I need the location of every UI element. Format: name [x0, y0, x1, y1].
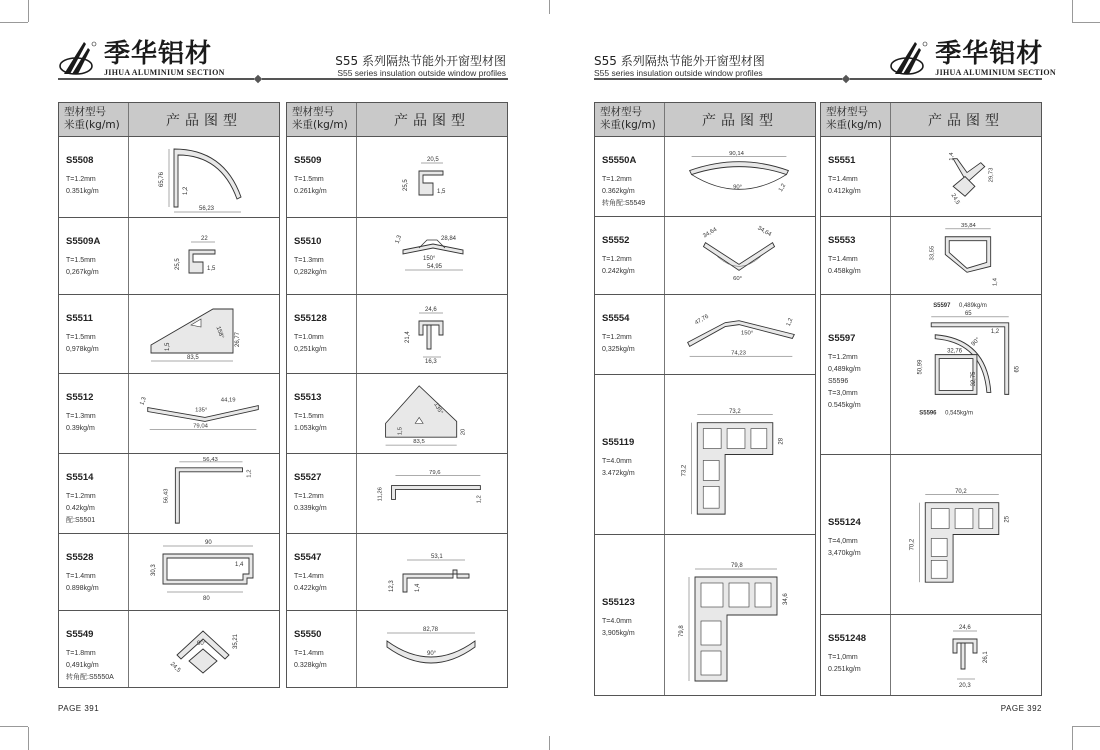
dim-label: 90,14 [729, 150, 744, 157]
dim-label: 1,5 [165, 342, 171, 351]
dim-label: 1,2 [246, 469, 253, 478]
title-en: S55 series insulation outside window profiles [337, 68, 506, 78]
profile-drawing [357, 295, 507, 373]
profile-spec: 0.339kg/m [294, 505, 327, 512]
dim-label: 1,4 [235, 562, 244, 568]
profile-drawing [357, 534, 507, 610]
profile-spec: 0.362kg/m [602, 188, 635, 195]
dim-label: 1,2 [183, 186, 189, 195]
jihua-logo-icon [889, 38, 933, 78]
profile-code: S5549 [66, 629, 94, 640]
page-number: PAGE 392 [1000, 704, 1042, 713]
profile-code: S551248 [828, 633, 867, 644]
profile-spec: 0.422kg/m [294, 585, 327, 592]
profile-spec: 配:S5501 [66, 517, 96, 524]
dim-label: 1,2 [476, 495, 483, 504]
dim-label: 56,43 [203, 456, 218, 463]
profile-table-right-b [820, 102, 1042, 696]
profile-code: S5508 [66, 155, 94, 166]
dim-label: 28 [778, 437, 785, 445]
table-row [821, 137, 1041, 217]
profile-spec: T=1.2mm [294, 493, 324, 500]
dim-label: 1,3 [139, 396, 148, 407]
profile-drawing [129, 137, 279, 217]
header-weight: 米重(kg/m) [826, 119, 882, 131]
profile-code: S5509 [294, 155, 322, 166]
table-row [821, 217, 1041, 295]
dim-label: 20 [460, 428, 467, 436]
brand-name-cn: 季华铝材 [104, 38, 213, 69]
profile-code: S5527 [294, 472, 322, 483]
dim-label: 34,64 [702, 226, 719, 240]
dim-label: 90° [733, 184, 743, 191]
table-row [287, 137, 507, 218]
dim-label: 73,2 [681, 464, 688, 477]
profile-code: S5512 [66, 392, 94, 403]
dim-label: 90° [970, 336, 982, 348]
dim-label: 80 [203, 596, 210, 602]
dim-label: 79,6 [429, 469, 441, 476]
table-row [59, 374, 279, 454]
table-row [595, 375, 815, 535]
profile-table-left-a [58, 102, 280, 688]
table-row [595, 137, 815, 217]
profile-drawing [665, 137, 815, 216]
profile-spec: 3.472kg/m [602, 470, 635, 477]
table-row [287, 534, 507, 611]
right-page [550, 0, 1100, 750]
table-header [595, 103, 815, 137]
profile-drawing [357, 454, 507, 533]
profile-spec: 转角配:S5550A [66, 674, 114, 681]
profile-code: S5552 [602, 235, 630, 246]
table-header [821, 103, 1041, 137]
dim-label: 20,5 [427, 157, 439, 163]
table-header [59, 103, 279, 137]
profile-drawing [129, 374, 279, 453]
dim-label: 1,4 [415, 583, 421, 592]
dim-label: 1,2 [778, 182, 788, 194]
dim-label: 158° [214, 325, 225, 340]
header-figure: 产品图型 [394, 112, 470, 129]
profile-spec: 0,489kg/m [828, 366, 861, 373]
profile-code: S5554 [602, 313, 630, 324]
profile-spec: 0.261kg/m [294, 188, 327, 195]
page-title [335, 54, 506, 78]
profile-spec: 0,491kg/m [66, 662, 99, 669]
profile-drawing [129, 295, 279, 373]
profile-code: S5528 [66, 552, 94, 563]
profile-spec: 0.251kg/m [828, 666, 861, 673]
dim-label: 65 [965, 310, 972, 317]
profile-spec: T=1.2mm [66, 493, 96, 500]
profile-drawing [357, 218, 507, 294]
profile-spec: T=1.2mm [602, 334, 632, 341]
dim-label: 26,1 [983, 651, 989, 663]
dim-label: 12,3 [389, 580, 395, 592]
table-row [287, 611, 507, 687]
dim-label: 83,5 [413, 439, 425, 446]
profile-spec: 0.545kg/m [828, 402, 861, 409]
brand-logo [889, 38, 1056, 78]
dim-label: 35,21 [233, 633, 239, 649]
dim-label: 24,5 [949, 192, 961, 206]
dim-label: 25 [1004, 515, 1011, 523]
dim-label: 11,26 [377, 487, 384, 502]
table-row [59, 534, 279, 611]
profile-spec: 0.351kg/m [66, 188, 99, 195]
profile-code: S55124 [828, 517, 861, 528]
profile-spec: T=1.3mm [66, 413, 96, 420]
profile-code: S5597 [828, 333, 856, 344]
dim-label: S5596 [919, 410, 937, 417]
dim-label: 1,5 [397, 427, 404, 436]
profile-code: S5547 [294, 552, 322, 563]
dim-label: 1,5 [437, 189, 446, 195]
dim-label: 53,1 [431, 554, 443, 560]
profile-drawing [891, 455, 1041, 614]
dim-label: 25,5 [175, 258, 181, 270]
dim-label: 1,2 [990, 328, 1000, 335]
profile-code: S5509A [66, 236, 101, 247]
dim-label: 32,76 [947, 348, 963, 355]
header-model: 型材型号 [292, 106, 334, 118]
profile-drawing [891, 217, 1041, 294]
profile-spec: T=1.2mm [66, 176, 96, 183]
header-rule [594, 78, 1042, 80]
header-figure: 产品图型 [702, 112, 778, 129]
table-row [59, 137, 279, 218]
dim-label: 25,5 [403, 179, 409, 191]
dim-label: 47,76 [694, 313, 710, 327]
profile-spec: 0.458kg/m [828, 268, 861, 275]
dim-label: 79,8 [679, 625, 685, 637]
profile-spec: T=1.2mm [828, 354, 858, 361]
brand-name-en: JIHUA ALUMINIUM SECTION [104, 67, 225, 77]
profile-spec: 转角配:S5549 [602, 200, 646, 207]
profile-table-right-a [594, 102, 816, 696]
header-model: 型材型号 [600, 106, 642, 118]
profile-code: S5513 [294, 392, 322, 403]
table-row [59, 611, 279, 687]
profile-spec: 0.898kg/m [66, 585, 99, 592]
header-weight: 米重(kg/m) [600, 119, 656, 131]
dim-label: S5597 [933, 302, 951, 309]
dim-label: 56,43 [163, 488, 170, 504]
dim-label: 90 [205, 540, 212, 546]
profile-drawing [129, 534, 279, 610]
profile-drawing [129, 218, 279, 294]
dim-label: 35,84 [961, 222, 976, 229]
dim-label: 70,2 [909, 538, 916, 551]
profile-drawing [891, 615, 1041, 695]
profile-spec: T=1.2mm [602, 176, 632, 183]
profile-code: S5550A [602, 155, 637, 166]
profile-spec: 3,905kg/m [602, 630, 635, 637]
profile-spec: T=1.4mm [66, 573, 96, 580]
dim-label: 56,23 [199, 206, 215, 212]
dim-label: 73,2 [729, 408, 741, 415]
dim-label: 135° [195, 407, 208, 414]
profile-code: S5510 [294, 236, 322, 247]
header-rule [58, 78, 508, 80]
dim-label: 24,5 [168, 661, 182, 674]
profile-spec: 0,978kg/m [66, 346, 99, 353]
dim-label: 24,6 [425, 307, 437, 313]
table-row [287, 454, 507, 534]
profile-code: S55128 [294, 313, 327, 324]
dim-label: 1,3 [394, 234, 404, 245]
profile-spec: 0.42kg/m [66, 505, 95, 512]
table-header [287, 103, 507, 137]
profile-spec: 0.242kg/m [602, 268, 635, 275]
brand-name-en: JIHUA ALUMINIUM SECTION [935, 67, 1056, 77]
header-figure: 产品图型 [166, 112, 242, 129]
header-weight: 米重(kg/m) [64, 119, 120, 131]
header-weight: 米重(kg/m) [292, 119, 348, 131]
dim-label: 28,84 [441, 236, 457, 242]
dim-label: 79,8 [731, 563, 743, 569]
dim-label: 82,78 [423, 627, 439, 633]
table-row [59, 295, 279, 374]
dim-label: 1,4 [992, 277, 999, 287]
profile-spec: T=1.2mm [602, 256, 632, 263]
profile-drawing [357, 137, 507, 217]
dim-label: 34,6 [783, 593, 789, 605]
profile-drawing [129, 611, 279, 687]
dim-label: 1,2 [785, 317, 795, 328]
dim-label: 150° [423, 256, 436, 262]
table-row [821, 295, 1041, 455]
profile-table-left-b [286, 102, 508, 688]
table-row [287, 295, 507, 374]
dim-label: 1,4 [949, 152, 956, 161]
dim-label: 0,545kg/m [945, 410, 973, 417]
dim-label: 30,3 [151, 564, 157, 576]
dim-label: 21,4 [405, 331, 411, 343]
dim-label: 20,3 [959, 683, 971, 689]
dim-label: 50,99 [917, 359, 924, 375]
profile-drawing [891, 295, 1041, 454]
header-model: 型材型号 [826, 106, 868, 118]
profile-spec: T=4.0mm [602, 458, 632, 465]
dim-label: 34,64 [756, 225, 773, 238]
brand-name-cn: 季华铝材 [935, 38, 1044, 69]
dim-label: 54,95 [427, 264, 443, 270]
profile-code: S5551 [828, 155, 856, 166]
profile-spec: T=1.5mm [294, 413, 324, 420]
table-row [59, 218, 279, 295]
dim-label: 32,75 [970, 371, 977, 387]
dim-label: 24,6 [959, 625, 971, 631]
dim-label: 16,3 [425, 359, 437, 365]
page-title [594, 54, 765, 78]
title-cn: S55 系列隔热节能外开窗型材图 [594, 54, 765, 68]
header-model: 型材型号 [64, 106, 106, 118]
profile-code: S5553 [828, 235, 856, 246]
profile-spec: T=1,0mm [828, 654, 858, 661]
title-en: S55 series insulation outside window profiles [594, 68, 763, 78]
table-row [821, 615, 1041, 695]
rule-diamond-icon [254, 75, 262, 83]
dim-label: 83,5 [187, 355, 199, 361]
profile-drawing [891, 137, 1041, 216]
dim-label: 29,73 [988, 167, 995, 183]
profile-drawing [129, 454, 279, 533]
profile-drawing [357, 611, 507, 687]
profile-spec: T=1.4mm [294, 573, 324, 580]
dim-label: 79,04 [193, 423, 208, 430]
profile-spec: T=1.4mm [828, 176, 858, 183]
profile-spec: 0.412kg/m [828, 188, 861, 195]
profile-spec: 1.053kg/m [294, 425, 327, 432]
dim-label: 135° [432, 401, 444, 416]
header-figure: 产品图型 [928, 112, 1004, 129]
profile-drawing [665, 375, 815, 534]
dim-label: 65 [1014, 365, 1021, 373]
brand-logo [58, 38, 225, 78]
profile-spec: 0,267kg/m [66, 269, 99, 276]
profile-spec: T=1.5mm [66, 257, 96, 264]
dim-label: 0,489kg/m [959, 302, 987, 309]
profile-spec: T=1.8mm [66, 650, 96, 657]
profile-spec: T=1.5mm [66, 334, 96, 341]
table-row [821, 455, 1041, 615]
profile-code: S5511 [66, 313, 93, 324]
title-cn: S55 系列隔热节能外开窗型材图 [335, 54, 506, 68]
profile-spec: 0.39kg/m [66, 425, 95, 432]
profile-spec: T=1.4mm [294, 650, 324, 657]
dim-label: 26,77 [235, 331, 241, 347]
profile-code: S55119 [602, 437, 635, 448]
rule-diamond-icon [842, 75, 850, 83]
table-row [59, 454, 279, 534]
profile-code: S55123 [602, 597, 635, 608]
jihua-logo-icon [58, 38, 102, 78]
profile-spec: T=4,0mm [828, 538, 858, 545]
table-row [287, 374, 507, 454]
profile-spec: T=1.0mm [294, 334, 324, 341]
table-row [595, 295, 815, 375]
profile-spec: 3,470kg/m [828, 550, 861, 557]
profile-drawing [665, 295, 815, 374]
profile-code: S5514 [66, 472, 94, 483]
dim-label: 90° [427, 651, 437, 657]
dim-label: 60° [733, 276, 743, 283]
profile-drawing [665, 217, 815, 294]
profile-drawing [357, 374, 507, 453]
profile-spec: S5596 [828, 378, 849, 385]
profile-spec: 0.328kg/m [294, 662, 327, 669]
profile-spec: 0,251kg/m [294, 346, 327, 353]
dim-label: 74,23 [731, 350, 746, 357]
table-row [595, 535, 815, 695]
profile-spec: T=3,0mm [828, 390, 858, 397]
table-row [287, 218, 507, 295]
profile-spec: T=1.5mm [294, 176, 324, 183]
profile-spec: 0,325kg/m [602, 346, 635, 353]
profile-spec: T=1.3mm [294, 257, 324, 264]
dim-label: 33,55 [929, 245, 936, 261]
dim-label: 150° [740, 330, 754, 337]
profile-code: S5550 [294, 629, 322, 640]
dim-label: 1,5 [207, 266, 216, 272]
dim-label: 65,76 [159, 171, 165, 187]
dim-label: 44,19 [220, 397, 236, 404]
profile-spec: T=1.4mm [828, 256, 858, 263]
dim-label: 22 [201, 236, 208, 242]
page-number: PAGE 391 [58, 704, 100, 713]
table-row [595, 217, 815, 295]
dim-label: 90° [197, 641, 207, 647]
profile-drawing [665, 535, 815, 695]
profile-spec: 0,282kg/m [294, 269, 327, 276]
profile-spec: T=4.0mm [602, 618, 632, 625]
dim-label: 70,2 [955, 488, 967, 495]
